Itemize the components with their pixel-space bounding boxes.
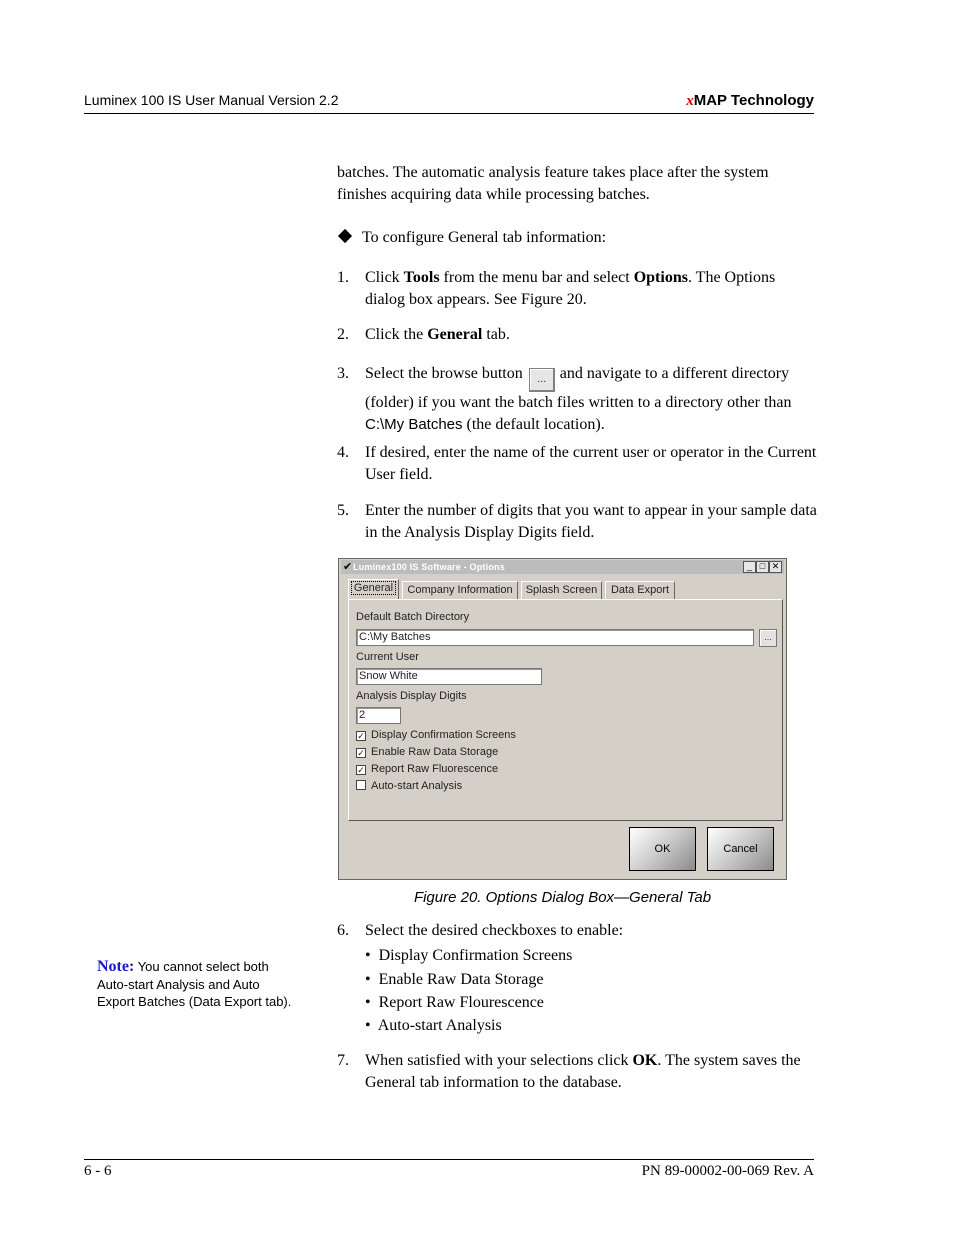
- list-item: • Display Confirmation Screens: [365, 947, 573, 964]
- close-button[interactable]: ✕: [769, 561, 782, 573]
- step-3: [337, 363, 817, 436]
- side-note: [97, 958, 297, 1011]
- diamond-bullet-icon: [338, 229, 352, 243]
- checkbox-label: Report Raw Fluorescence: [371, 763, 499, 775]
- options-dialog: [338, 558, 787, 880]
- step-text: Enter the number of digits that you want to appear in your sample data in the Analysis Display Digits field.: [365, 502, 817, 541]
- step-number: 4.: [337, 444, 349, 461]
- batch-directory-label: Default Batch Directory: [356, 611, 470, 623]
- checkbox-enable-raw-data[interactable]: [356, 746, 498, 758]
- header-rule: [84, 113, 814, 114]
- list-item-text: Auto-start Analysis: [377, 1017, 502, 1034]
- general-tab-panel: [348, 599, 783, 821]
- checkbox-auto-start-analysis[interactable]: [356, 780, 462, 792]
- step-text: Select the desired checkboxes to enable:: [365, 922, 624, 939]
- browse-button[interactable]: ...: [759, 629, 777, 647]
- current-user-input[interactable]: Snow White: [356, 668, 542, 685]
- dialog-titlebar: [341, 560, 784, 574]
- step-number: 7.: [337, 1052, 349, 1069]
- step-text: . The Options dialog box appears. See Figure 20.: [365, 269, 776, 308]
- step-number: 6.: [337, 922, 349, 939]
- intro-paragraph: batches. The automatic analysis feature takes place after the system finishes acquiring data while processing batches.: [337, 164, 769, 203]
- step-text: Click: [365, 269, 404, 286]
- step-text: When satisfied with your selections click: [365, 1052, 633, 1069]
- checkbox-report-raw-fluorescence[interactable]: [356, 763, 498, 775]
- list-item-text: Report Raw Flourescence: [378, 994, 544, 1011]
- list-item: • Report Raw Flourescence: [365, 994, 544, 1011]
- dialog-title: Luminex100 IS Software - Options: [353, 562, 505, 572]
- list-item: • Enable Raw Data Storage: [365, 971, 544, 988]
- step-text: Select the browse button: [365, 365, 523, 382]
- tab-company-information[interactable]: Company Information: [402, 581, 518, 599]
- footer-rule: [84, 1159, 814, 1160]
- checkbox-label: Enable Raw Data Storage: [371, 746, 499, 758]
- cancel-button[interactable]: Cancel: [707, 827, 774, 871]
- tab-general[interactable]: [348, 579, 399, 600]
- display-digits-input[interactable]: 2: [356, 707, 401, 724]
- checkbox-checked-icon[interactable]: ✓: [357, 748, 365, 758]
- checkbox-label: Display Confirmation Screens: [371, 729, 516, 741]
- step-number: 3.: [337, 365, 349, 382]
- maximize-button[interactable]: □: [756, 561, 769, 573]
- checkbox-label: Auto-start Analysis: [371, 780, 463, 792]
- list-item: • Auto-start Analysis: [365, 1017, 502, 1034]
- page-number: 6 - 6: [84, 1163, 112, 1179]
- step-bold-general: General: [427, 326, 483, 343]
- step-number: 1.: [337, 269, 349, 286]
- current-user-label: Current User: [356, 651, 419, 663]
- header-x-prefix: x: [686, 93, 694, 109]
- note-label: Note:: [97, 958, 135, 975]
- step-bold-ok: OK: [632, 1052, 658, 1069]
- header-manual-title: Luminex 100 IS User Manual Version 2.2: [84, 92, 339, 108]
- checkbox-display-confirmation[interactable]: [356, 729, 516, 741]
- default-path-text: C:\My Batches: [365, 416, 463, 433]
- checkbox-checked-icon[interactable]: ✓: [357, 731, 365, 741]
- step-7: [337, 1050, 817, 1094]
- figure-caption: Figure 20. Options Dialog Box—General Tab: [413, 889, 712, 906]
- procedure-heading-text: To configure General tab information:: [362, 229, 607, 246]
- header-section-rest: MAP Technology: [693, 92, 814, 109]
- checkmark-icon: ✔: [343, 561, 353, 573]
- step-5: [337, 500, 817, 544]
- step-number: 2.: [337, 326, 349, 343]
- step-2: [337, 324, 817, 346]
- step-4: [337, 442, 817, 486]
- step-text: If desired, enter the name of the current user or operator in the Current User field.: [365, 444, 817, 483]
- step-text: tab.: [482, 326, 510, 343]
- header-section-title: [686, 92, 814, 110]
- list-item-text: Enable Raw Data Storage: [378, 971, 544, 988]
- part-number: PN 89-00002-00-069 Rev. A: [641, 1163, 814, 1179]
- step-6: [337, 920, 817, 942]
- step-number: 5.: [337, 502, 349, 519]
- step-1: [337, 267, 817, 311]
- tab-splash-screen[interactable]: Splash Screen: [521, 581, 602, 599]
- browse-button-illustration: ...: [529, 368, 555, 392]
- ok-button[interactable]: OK: [629, 827, 696, 871]
- step-text: . The system saves the General tab information to the database.: [365, 1052, 801, 1091]
- step-text: and navigate to a different directory (folder) if you want the batch files written to a directory other than: [365, 365, 792, 411]
- minimize-button[interactable]: _: [743, 561, 756, 573]
- list-item-text: Display Confirmation Screens: [378, 947, 573, 964]
- checkbox-checked-icon[interactable]: ✓: [357, 765, 365, 775]
- tab-data-export[interactable]: Data Export: [605, 581, 675, 599]
- step-text: Click the: [365, 326, 428, 343]
- note-text: You cannot select both Auto-start Analysis and Auto Export Batches (Data Export tab).: [97, 959, 292, 1009]
- step-text: from the menu bar and select: [439, 269, 634, 286]
- step-bold-tools: Tools: [403, 269, 440, 286]
- tab-label: General: [351, 581, 396, 595]
- step-text: (the default location).: [462, 416, 605, 433]
- step-bold-options: Options: [633, 269, 688, 286]
- procedure-heading: [337, 227, 817, 249]
- display-digits-label: Analysis Display Digits: [356, 690, 467, 702]
- checkbox-unchecked-icon[interactable]: [356, 780, 366, 790]
- batch-directory-input[interactable]: C:\My Batches: [356, 629, 754, 646]
